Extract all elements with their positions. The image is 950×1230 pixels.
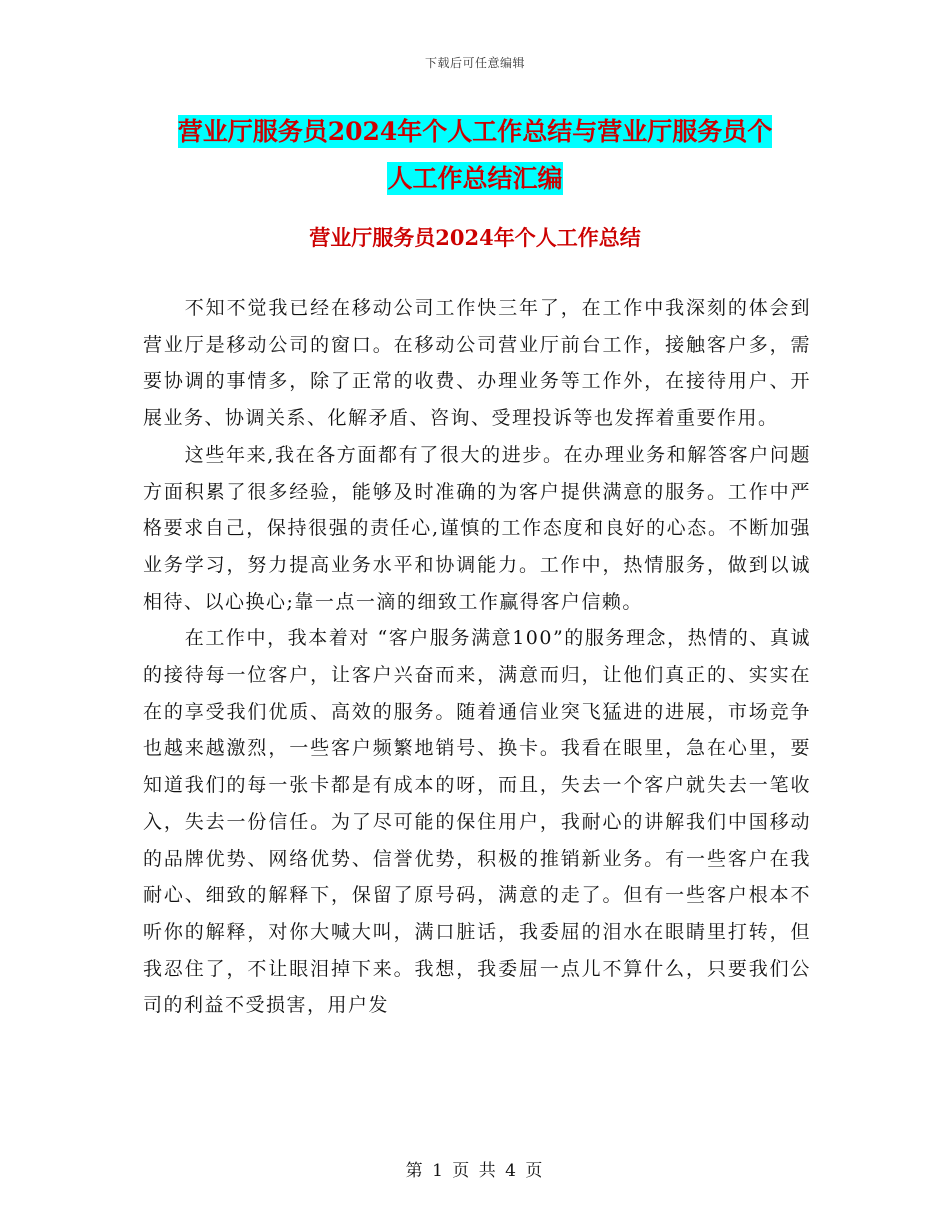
section-title: 营业厅服务员2024年个人工作总结 <box>309 225 641 250</box>
document-title-line-1: 营业厅服务员2024年个人工作总结与营业厅服务员个 <box>177 117 773 146</box>
document-title-line-2: 人工作总结汇编 <box>387 164 563 193</box>
paragraph-1: 不知不觉我已经在移动公司工作快三年了，在工作中我深刻的体会到营业厅是移动公司的窗口。在移动公司营业厅前台工作，接触客户多，需要协调的事情多，除了正常的收费、办理业务等工作外，在接待用户、开展业务、协调关系、化解矛盾、咨询、受理投诉等也发挥着重要作用。 <box>143 297 811 430</box>
paragraph-3: 在工作中，我本着对 “客户服务满意100”的服务理念，热情的、真诚的接待每一位客户，让客户兴奋而来，满意而归，让他们真正的、实实在在的享受我们优质、高效的服务。随着通信业突飞猛进的进展，市场竞争也越来越激烈，一些客户频繁地销号、换卡。我看在眼里，急在心里，要知道我们的每一张卡都是有成本的呀，而且，失去一个客户就失去一笔收入，失去一份信任。为了尽可能的保住用户，我耐心的讲解我们中国移动的品牌优势、网络优势、信誉优势，积极的推销新业务。有一些客户在我耐心、细致的解释下，保留了原号码，满意的走了。但有一些客户根本不听你的解释，对你大喊大叫，满口脏话，我委屈的泪水在眼睛里打转，但我忍住了，不让眼泪掉下来。我想，我委屈一点儿不算什么，只要我们公司的利益不受损害，用户发 <box>143 627 811 1017</box>
page-footer: 第 1 页 共 4 页 <box>405 1161 545 1181</box>
document-body <box>143 290 811 1024</box>
paragraph-2: 这些年来,我在各方面都有了很大的进步。在办理业务和解答客户问题方面积累了很多经验，能够及时准确的为客户提供满意的服务。工作中严格要求自己，保持很强的责任心,谨慎的工作态度和良好的心态。不断加强业务学习，努力提高业务水平和协调能力。工作中，热情服务，做到以诚相待、以心换心;靠一点一滴的细致工作赢得客户信赖。 <box>143 443 811 613</box>
document-title <box>0 108 950 202</box>
header-note: 下载后可任意编辑 <box>424 56 525 70</box>
